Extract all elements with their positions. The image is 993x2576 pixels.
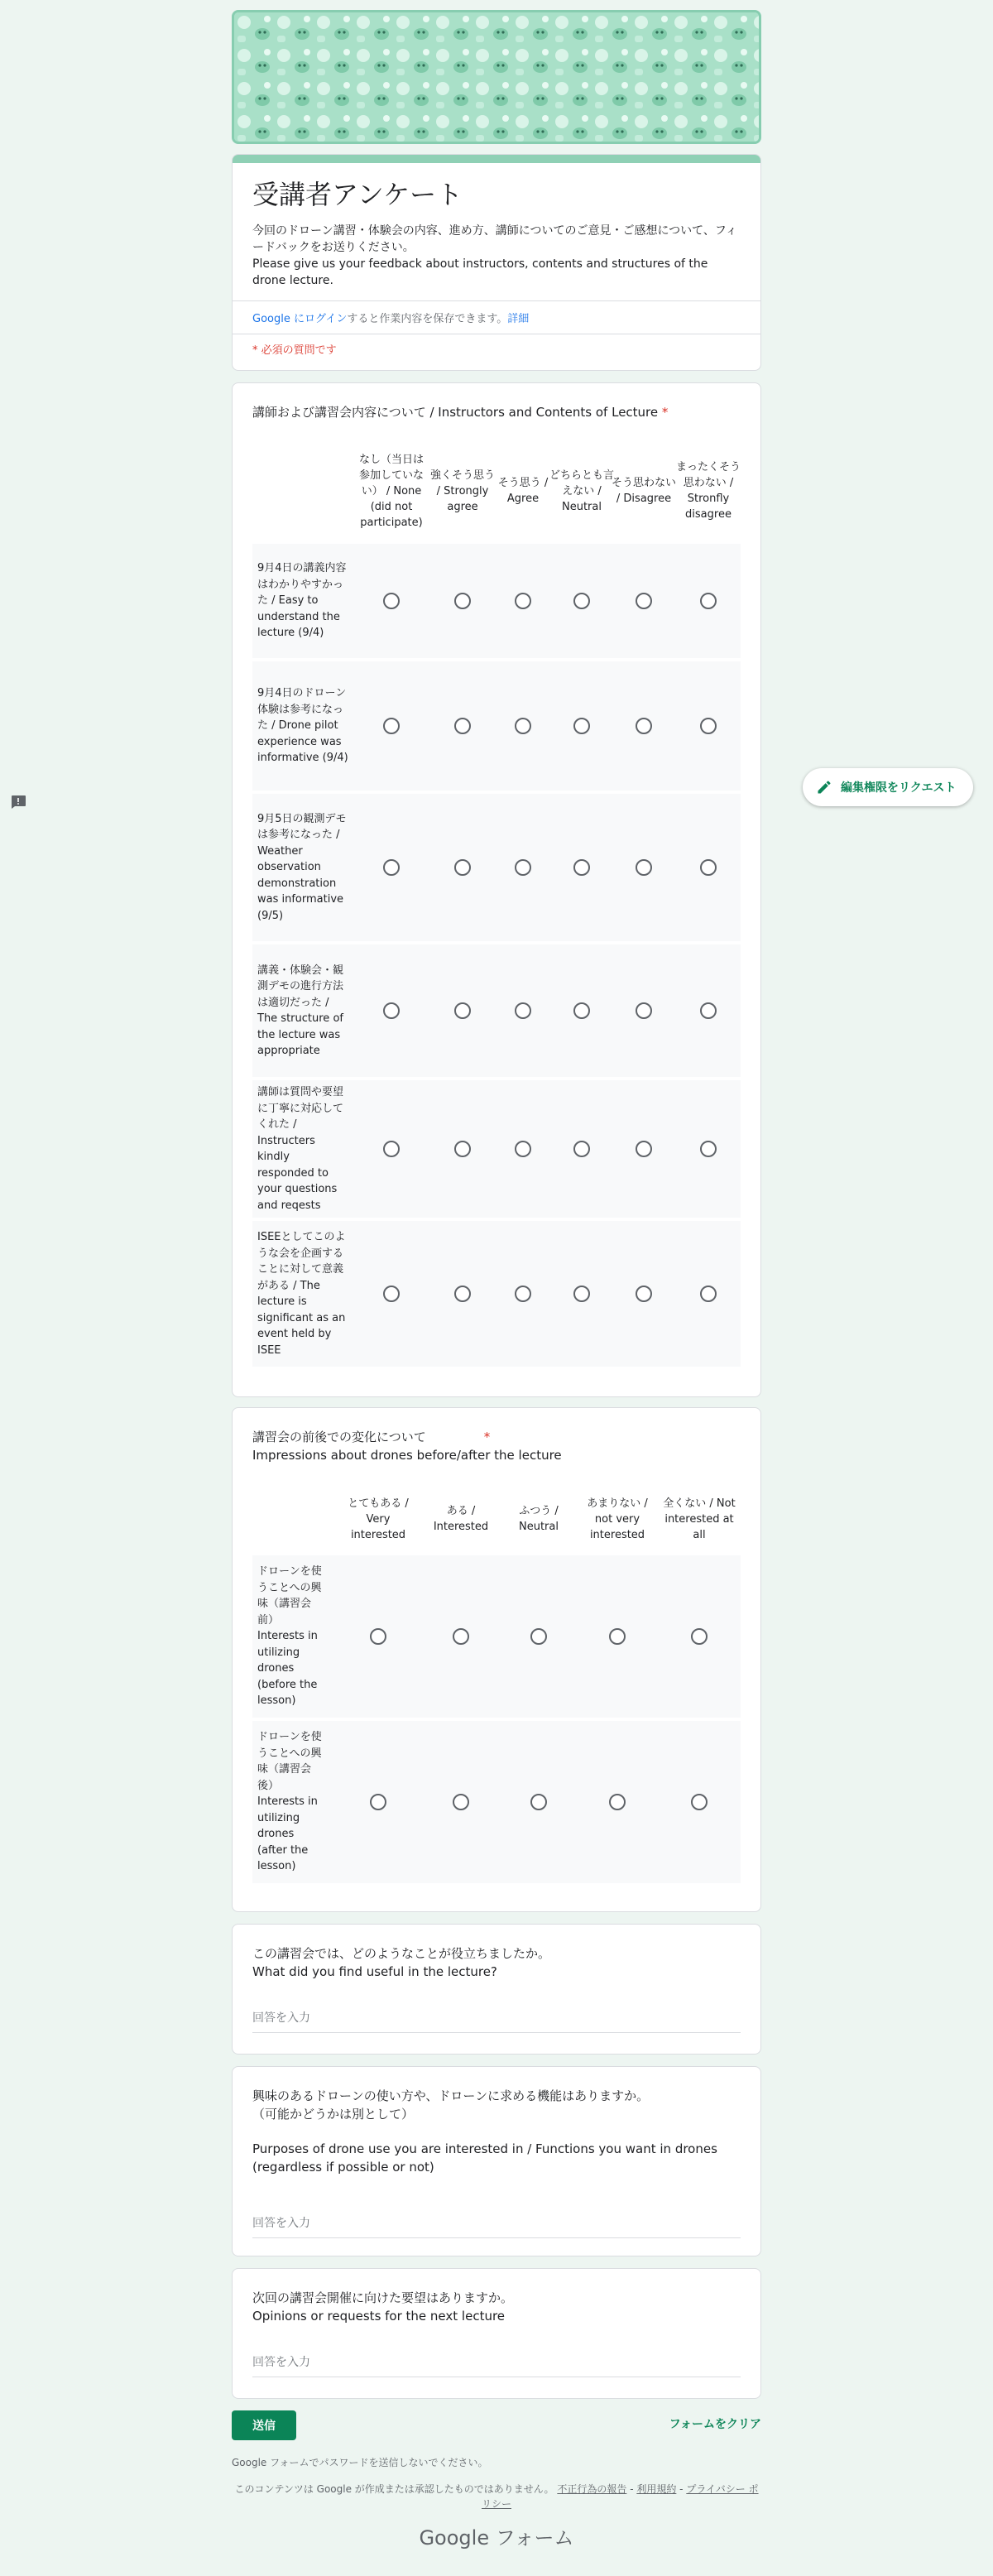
radio-button[interactable] xyxy=(700,1141,717,1157)
form-title: 受講者アンケート xyxy=(252,179,463,210)
radio-button[interactable] xyxy=(609,1794,626,1810)
question-card-instructors xyxy=(232,382,761,1397)
radio-button[interactable] xyxy=(454,593,471,609)
banner-pattern xyxy=(234,12,759,142)
question-title xyxy=(252,403,668,421)
grid-column-header: とてもある / Very interested xyxy=(348,1497,409,1541)
radio-button[interactable] xyxy=(454,859,471,876)
radio-button[interactable] xyxy=(700,859,717,876)
radio-button[interactable] xyxy=(454,718,471,734)
spacer xyxy=(252,2123,741,2140)
grid-row xyxy=(252,661,741,791)
radio-button[interactable] xyxy=(454,1141,471,1157)
question-title-en: Impressions about drones before/after the lecture xyxy=(252,1448,562,1463)
form-description-ja: 今回のドローン講習・体験会の内容、進め方、講師についてのご意見・ご感想について、フィードバックをお送りください。 xyxy=(252,224,737,254)
grid-column-header: そう思わない / Disagree xyxy=(612,477,677,505)
radio-button[interactable] xyxy=(383,1002,400,1019)
login-row xyxy=(233,301,760,334)
radio-button[interactable] xyxy=(383,1141,400,1157)
grid-column-header: あまりない / not very interested xyxy=(587,1497,648,1541)
question-title xyxy=(252,2087,741,2176)
radio-button[interactable] xyxy=(700,718,717,734)
grid-row-label: ISEEとしてこのような会を企画することに対して意義がある / The lecture is significant as an event held by ISEE xyxy=(257,1231,346,1357)
clear-form-button[interactable]: フォームをクリア xyxy=(669,2418,761,2431)
question-title xyxy=(252,2289,513,2325)
submit-button[interactable]: 送信 xyxy=(232,2410,296,2440)
radio-button[interactable] xyxy=(515,718,531,734)
report-link[interactable]: 不正行為の報告 xyxy=(557,2483,627,2495)
question-card-useful xyxy=(232,1924,761,2055)
radio-button[interactable] xyxy=(700,593,717,609)
question-title-ja: この講習会では、どのようなことが役立ちましたか。 xyxy=(252,1946,551,1961)
disclaimer-text: このコンテンツは Google が作成または承認したものではありません。 xyxy=(234,2483,554,2495)
grid-column-header: そう思う / Agree xyxy=(497,477,549,505)
radio-button[interactable] xyxy=(370,1794,386,1810)
question-title xyxy=(252,1944,550,1981)
request-edit-label: 編集権限をリクエスト xyxy=(841,781,957,795)
question-title-ja: 講習会の前後での変化について xyxy=(252,1430,426,1444)
grid-row-label: 講義・体験会・観測デモの進行方法は適切だった / The structure of the lecture was appropriate xyxy=(257,964,344,1057)
grid-row-label: ドローンを使うことへの興味（講習会後） Interests in utilizing drones (after the lesson) xyxy=(257,1731,322,1873)
question-title-ja2: （可能かどうかは別として） xyxy=(252,2107,415,2122)
radio-button[interactable] xyxy=(636,593,652,609)
grid-row xyxy=(252,1080,741,1218)
grid-column-header: ある / Interested xyxy=(433,1505,489,1533)
form-description xyxy=(252,223,741,289)
radio-button[interactable] xyxy=(691,1794,708,1810)
feedback-icon[interactable] xyxy=(10,795,26,810)
grid-column-header: なし（当日は参加していない） / None (did not participate) xyxy=(359,453,425,529)
question-card-impressions xyxy=(232,1407,761,1912)
radio-button[interactable] xyxy=(636,859,652,876)
question-card-requests xyxy=(232,2268,761,2399)
accent-bar xyxy=(233,155,760,163)
logo-forms: フォーム xyxy=(495,2526,574,2550)
question-title-en: Opinions or requests for the next lecture xyxy=(252,2309,506,2324)
radio-button[interactable] xyxy=(573,1141,590,1157)
pencil-icon xyxy=(816,779,832,795)
answer-input[interactable]: 回答を入力 xyxy=(252,2009,741,2033)
radio-button[interactable] xyxy=(636,1002,652,1019)
radio-button[interactable] xyxy=(700,1002,717,1019)
grid-row xyxy=(252,544,741,658)
question-title-text: 講師および講習会内容について / Instructors and Contents of Lecture xyxy=(252,405,659,420)
question-title xyxy=(252,1428,562,1464)
radio-button[interactable] xyxy=(573,1286,590,1302)
login-link[interactable]: Google にログイン xyxy=(252,313,348,325)
grid-row-label: 9月4日の講義内容はわかりやすかった / Easy to understand the lecture (9/4) xyxy=(257,562,347,640)
answer-input[interactable]: 回答を入力 xyxy=(252,2214,741,2238)
grid-column-header: 全くない / Not interested at all xyxy=(663,1497,736,1541)
grid-row-label: 9月5日の観測デモは参考になった / Weather observation demonstration was informative (9/5) xyxy=(257,812,347,922)
grid-row xyxy=(252,944,741,1077)
radio-button[interactable] xyxy=(636,1286,652,1302)
answer-input[interactable]: 回答を入力 xyxy=(252,2353,741,2377)
footer-links: このコンテンツは Google が作成または承認したものではありません。 不正行為の報告 - 利用規約 - プライバシー ポリシー xyxy=(234,2483,759,2510)
question-title-ja: 次回の講習会開催に向けた要望はありますか。 xyxy=(252,2290,514,2305)
header-banner xyxy=(232,10,761,144)
grid-row-label: 講師は質問や要望に丁寧に対応してくれた / Instructers kindly responded to your questions and reqests xyxy=(257,1086,344,1212)
radio-button[interactable] xyxy=(383,1286,400,1302)
request-edit-button[interactable] xyxy=(803,768,973,806)
question-card-purposes xyxy=(232,2066,761,2256)
radio-button[interactable] xyxy=(573,1002,590,1019)
radio-button[interactable] xyxy=(515,593,531,609)
radio-button[interactable] xyxy=(383,718,400,734)
grid-column-header: 強くそう思う / Strongly agree xyxy=(430,469,496,513)
radio-button[interactable] xyxy=(573,859,590,876)
question-title-ja: 興味のあるドローンの使い方や、ドローンに求める機能はありますか。 xyxy=(252,2088,650,2103)
terms-link[interactable]: 利用規約 xyxy=(636,2483,677,2495)
grid-row xyxy=(252,1555,741,1718)
radio-button[interactable] xyxy=(636,1141,652,1157)
radio-button[interactable] xyxy=(515,1141,531,1157)
radio-button[interactable] xyxy=(370,1628,386,1645)
grid-column-header: どちらとも言えない / Neutral xyxy=(549,469,615,513)
radio-button[interactable] xyxy=(515,1002,531,1019)
grid-row xyxy=(252,794,741,941)
privacy-link[interactable]: プライバシー ポリシー xyxy=(481,2483,759,2510)
radio-button[interactable] xyxy=(573,718,590,734)
radio-button[interactable] xyxy=(700,1286,717,1302)
grid-column-header: まったくそう思わない / Stronfly disagree xyxy=(676,461,741,521)
required-note: * 必須の質問です xyxy=(252,344,337,357)
radio-button[interactable] xyxy=(515,859,531,876)
grid-column-header: ふつう / Neutral xyxy=(519,1505,559,1533)
radio-button[interactable] xyxy=(453,1794,469,1810)
form-header-card xyxy=(232,154,761,371)
radio-button[interactable] xyxy=(573,593,590,609)
grid-row-label: 9月4日のドローン体験は参考になった / Drone pilot experience was informative (9/4) xyxy=(257,687,348,765)
radio-button[interactable] xyxy=(636,718,652,734)
password-warning: Google フォームでパスワードを送信しないでください。 xyxy=(232,2457,488,2468)
radio-button[interactable] xyxy=(691,1628,708,1645)
radio-button[interactable] xyxy=(609,1628,626,1645)
required-star: * xyxy=(483,1430,491,1444)
grid-row xyxy=(252,1221,741,1367)
question-title-en: What did you find useful in the lecture? xyxy=(252,1964,497,1979)
required-star: * xyxy=(661,405,669,420)
grid-row-label: ドローンを使うことへの興味（講習会前） Interests in utilizing drones (before the lesson) xyxy=(257,1565,322,1708)
radio-button[interactable] xyxy=(453,1628,469,1645)
radio-button[interactable] xyxy=(454,1002,471,1019)
radio-button[interactable] xyxy=(454,1286,471,1302)
login-text: すると作業内容を保存できます。 xyxy=(347,313,508,325)
radio-button[interactable] xyxy=(530,1794,547,1810)
radio-button[interactable] xyxy=(515,1286,531,1302)
grid-row xyxy=(252,1721,741,1883)
radio-button[interactable] xyxy=(383,593,400,609)
radio-button[interactable] xyxy=(383,859,400,876)
question-title-en: Purposes of drone use you are interested in / Functions you want in drones (regardless if possible or not) xyxy=(252,2141,717,2175)
logo-google: Google xyxy=(419,2526,490,2550)
details-link[interactable]: 詳細 xyxy=(507,313,530,325)
radio-button[interactable] xyxy=(530,1628,547,1645)
google-forms-logo[interactable] xyxy=(232,2521,761,2550)
form-description-en: Please give us your feedback about instructors, contents and structures of the drone lecture. xyxy=(252,257,708,287)
